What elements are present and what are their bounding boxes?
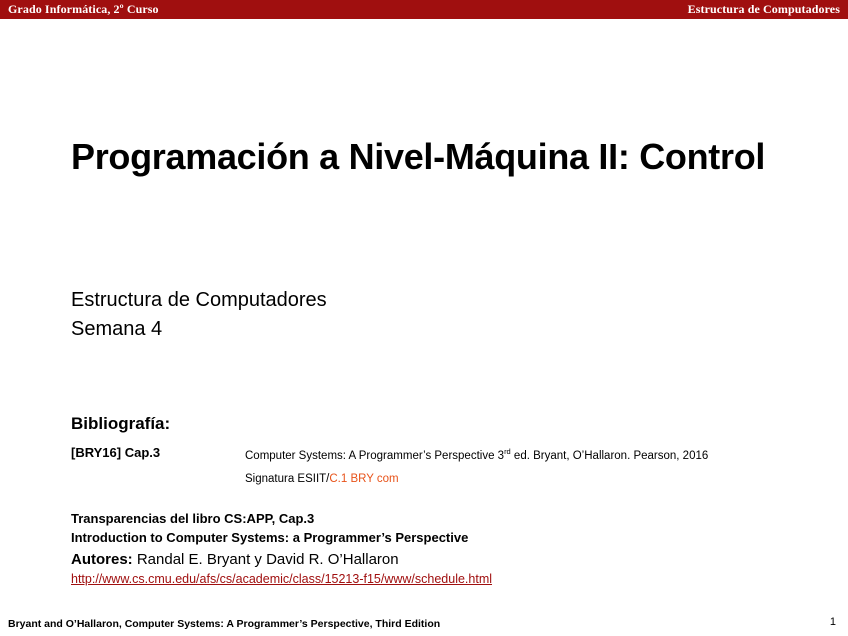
slide-content [0,19,848,617]
citation-pre: Computer Systems: A Programmer’s Perspective 3 [245,449,505,462]
signature-label: Signatura ESIIT/ [245,473,330,485]
footer-attribution: Bryant and O’Hallaron, Computer Systems: A Programmer’s Perspective, Third Edition [8,618,441,630]
slides-authors [71,550,811,570]
slides-source-line2: Introduction to Computer Systems: a Programmer’s Perspective [71,529,469,545]
authors-label: Autores: [71,550,133,568]
slides-source-block [71,510,811,588]
header-subject-label: Estructura de Computadores [687,2,840,16]
header-course-label: Grado Informática, 2º Curso [8,2,159,16]
slides-source-line1: Transparencias del libro CS:APP, Cap.3 [71,511,315,526]
signature-code: C.1 BRY com [329,473,399,485]
citation-ordinal: rd [504,447,511,456]
subtitle-week: Semana 4 [71,318,163,340]
bibliography-citation [245,447,708,462]
bibliography-heading: Bibliografía: [71,414,171,433]
bibliography-reference-tag: [BRY16] Cap.3 [71,445,161,460]
citation-post: ed. Bryant, O’Hallaron. Pearson, 2016 [510,449,709,462]
slide-footer [0,614,848,636]
slide-subtitle [71,286,771,344]
slide-header-bar [0,0,848,19]
authors-names: Randal E. Bryant y David R. O’Hallaron [132,550,399,568]
page-title: Programación a Nivel-Máquina II: Control [71,136,766,177]
footer-page-number: 1 [829,616,836,628]
subtitle-course: Estructura de Computadores [71,289,327,311]
course-schedule-link[interactable]: http://www.cs.cmu.edu/afs/cs/academic/class/15213-f15/www/schedule.html [71,572,493,587]
bibliography-signature [245,473,399,485]
